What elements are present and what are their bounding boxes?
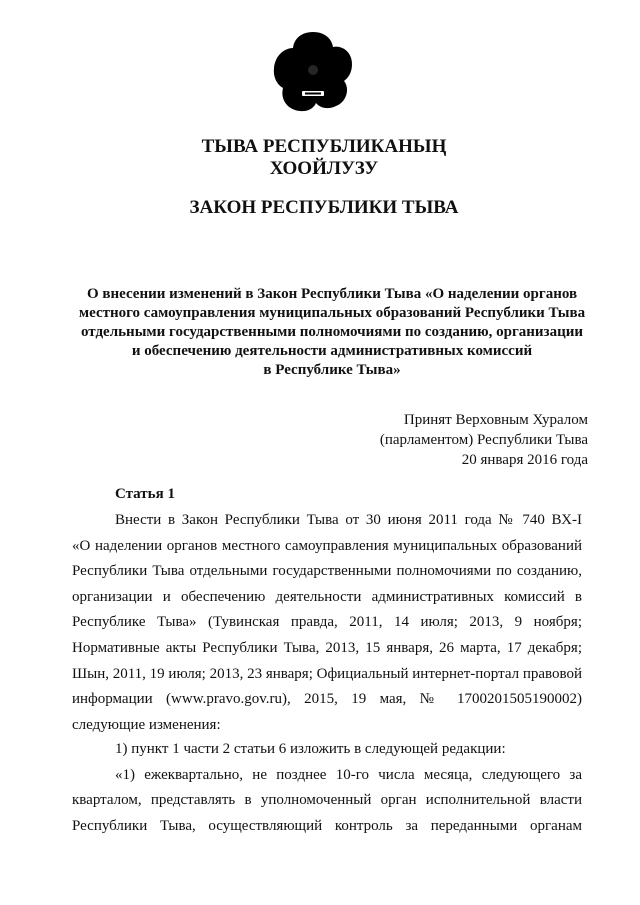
paragraph-line: Республики Тыва отдельными государственными полномочиями по созданию, [72, 563, 582, 580]
tuva-emblem-icon [270, 28, 356, 114]
republic-law-header [0, 136, 640, 180]
paragraph-line: Шын, 2011, 19 июля; 2013, 23 января; Официальный интернет-портал правовой [72, 665, 583, 682]
paragraph-line: Республики Тыва, осуществляющий контроль за переданными органам [72, 817, 582, 834]
emblem-ribbon-mark [305, 93, 321, 95]
paragraph-line: «1) ежеквартально, не позднее 10-го числа месяца, следующего за [115, 766, 582, 783]
subject-line: О внесении изменений в Закон Республики Тыва «О наделении органов [86, 286, 578, 302]
adoption-line-2: (парламентом) Республики Тыва [379, 432, 588, 448]
law-subject [62, 285, 602, 380]
paragraph-line: следующие изменения: [72, 716, 221, 733]
paragraph-line: организации и обеспечению деятельности административных комиссий в [72, 588, 582, 605]
paragraph-line: «О наделении органов местного самоуправления муниципальных образований [72, 537, 582, 554]
emblem-center [308, 65, 318, 75]
header-line-1: ТЫВА РЕСПУБЛИКАНЫҢ [201, 136, 447, 157]
paragraph-line: кварталом, представлять в уполномоченный орган исполнительной власти [72, 792, 582, 809]
law-title: ЗАКОН РЕСПУБЛИКИ ТЫВА [189, 197, 459, 218]
paragraph-line: информации (www.pravo.gov.ru), 2015, 19 мая, № 1700201505190002) [72, 691, 582, 708]
header-line-2: ХООЙЛУЗУ [269, 158, 379, 179]
subject-line: местного самоуправления муниципальных образований Республики Тыва [78, 305, 586, 321]
adoption-line-1: Принят Верховным Хуралом [403, 412, 588, 428]
paragraph-line: 1) пункт 1 части 2 статьи 6 изложить в следующей редакции: [115, 741, 506, 757]
article-paragraph-2 [72, 737, 582, 839]
paragraph-line: Нормативные акты Республики Тыва, 2013, 15 января, 26 марта, 17 декабря; [72, 639, 582, 656]
adoption-date: 20 января 2016 года [461, 452, 588, 468]
subject-line: отдельными государственными полномочиями по созданию, организации [80, 324, 584, 340]
article-heading: Статья 1 [115, 486, 175, 502]
subject-line: в Республике Тыва» [263, 362, 401, 378]
paragraph-line: Внести в Закон Республики Тыва от 30 июня 2011 года № 740 ВХ-I [115, 512, 582, 528]
article-paragraph-1 [72, 508, 582, 738]
adoption-info [380, 410, 588, 470]
subject-line: и обеспечению деятельности административных комиссий [131, 343, 533, 359]
paragraph-line: Республике Тыва» (Тувинская правда, 2011, 14 июля; 2013, 9 ноября; [72, 614, 582, 631]
